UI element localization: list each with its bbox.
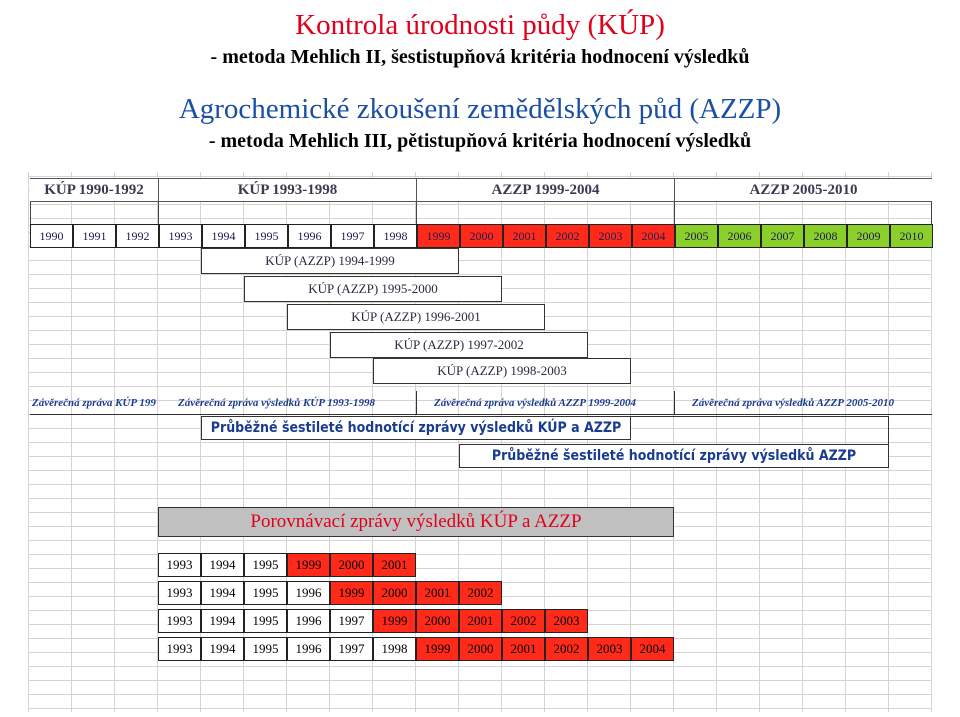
year-cell-2008: 2008 (804, 224, 847, 248)
interim-bracket (631, 416, 889, 444)
period-kup-1990-1992: KÚP 1990-1992 (44, 181, 144, 198)
interim-box-azzp (459, 444, 889, 468)
report-kup-1990-1992: Závěrečná zpráva KÚP 199 (32, 397, 156, 409)
comparison-cell: 1998 (373, 637, 416, 661)
year-cell-1998: 1998 (374, 224, 417, 248)
interim-label-azzp: Průběžné šestileté hodnotící zprávy výsledků AZZP (491, 448, 857, 464)
comparison-cell: 1999 (416, 637, 459, 661)
comparison-cell: 1993 (158, 553, 201, 577)
year-cell-2005: 2005 (675, 224, 718, 248)
comparison-cell: 1994 (201, 553, 244, 577)
comparison-cell: 2004 (631, 637, 674, 661)
year-cell-1991: 1991 (73, 224, 116, 248)
comparison-cell: 1995 (244, 581, 287, 605)
interim-label-kup-azzp: Průběžné šestileté hodnotící zprávy výsledků KÚP a AZZP (210, 420, 622, 436)
report-underline (30, 414, 932, 415)
year-cell-1997: 1997 (331, 224, 374, 248)
period-tick (416, 202, 417, 224)
comparison-cell: 1993 (158, 581, 201, 605)
year-cell-2003: 2003 (589, 224, 632, 248)
year-cell-2000: 2000 (460, 224, 503, 248)
period-tick (674, 202, 675, 224)
comparison-cell: 2000 (416, 609, 459, 633)
period-azzp-1999-2004: AZZP 1999-2004 (416, 178, 674, 202)
comparison-cell: 1999 (287, 553, 330, 577)
year-cell-1993: 1993 (159, 224, 202, 248)
comparison-cell: 2000 (459, 637, 502, 661)
year-cell-2010: 2010 (890, 224, 933, 248)
report-azzp-2005-2010: Závěrečná zpráva výsledků AZZP 2005-2010 (692, 397, 895, 409)
year-cell-2001: 2001 (503, 224, 546, 248)
comparison-cell: 2002 (459, 581, 502, 605)
comparison-cell: 1997 (330, 609, 373, 633)
comparison-cell: 1993 (158, 609, 201, 633)
comparison-cell: 1999 (373, 609, 416, 633)
comparison-cell: 1993 (158, 637, 201, 661)
period-azzp-2005-2010: AZZP 2005-2010 (674, 178, 932, 202)
period-tick (158, 202, 159, 224)
cycle-box-1997-2002: KÚP (AZZP) 1997-2002 (330, 332, 588, 358)
comparison-cell: 2002 (545, 637, 588, 661)
comparison-title: Porovnávací zprávy výsledků KÚP a AZZP (158, 507, 674, 537)
comparison-cell: 1994 (201, 581, 244, 605)
comparison-cell: 1999 (330, 581, 373, 605)
year-cell-1995: 1995 (245, 224, 288, 248)
period-kup-1993-1998: KÚP 1993-1998 (158, 178, 416, 202)
comparison-cell: 1995 (244, 609, 287, 633)
comparison-cell: 2001 (416, 581, 459, 605)
subtitle-kup-method: - metoda Mehlich II, šestistupňová kritéria hodnocení výsledků (210, 46, 750, 68)
comparison-cell: 1996 (287, 637, 330, 661)
interim-box-kup-azzp (201, 416, 631, 440)
comparison-cell: 2001 (459, 609, 502, 633)
comparison-cell: 2003 (545, 609, 588, 633)
report-divider (416, 391, 417, 415)
comparison-cell: 1996 (287, 609, 330, 633)
cycle-box-1998-2003: KÚP (AZZP) 1998-2003 (373, 358, 631, 384)
comparison-cell: 1997 (330, 637, 373, 661)
period-tick (931, 202, 932, 224)
year-cell-2004: 2004 (632, 224, 675, 248)
comparison-cell: 1995 (244, 637, 287, 661)
comparison-cell: 2001 (502, 637, 545, 661)
report-kup-1993-1998: Závěrečná zpráva výsledků KÚP 1993-1998 (178, 397, 375, 409)
year-cell-1996: 1996 (288, 224, 331, 248)
cycle-box-1995-2000: KÚP (AZZP) 1995-2000 (244, 276, 502, 302)
title-kup: Kontrola úrodnosti půdy (KÚP) (295, 9, 665, 41)
year-cell-1990: 1990 (30, 224, 73, 248)
comparison-cell: 1996 (287, 581, 330, 605)
comparison-cell: 2003 (588, 637, 631, 661)
title-azzp: Agrochemické zkoušení zemědělských půd (AZZP) (178, 93, 782, 125)
report-azzp-1999-2004: Závěrečná zpráva výsledků AZZP 1999-2004 (434, 397, 637, 409)
cycle-box-1994-1999: KÚP (AZZP) 1994-1999 (201, 248, 459, 274)
year-cell-2007: 2007 (761, 224, 804, 248)
year-cell-1994: 1994 (202, 224, 245, 248)
subtitle-azzp-method: - metoda Mehlich III, pětistupňová kritéria hodnocení výsledků (208, 130, 752, 152)
year-cell-1992: 1992 (116, 224, 159, 248)
cycle-box-1996-2001: KÚP (AZZP) 1996-2001 (287, 304, 545, 330)
year-cell-1999: 1999 (417, 224, 460, 248)
report-divider (674, 391, 675, 415)
year-cell-2002: 2002 (546, 224, 589, 248)
comparison-cell: 2000 (373, 581, 416, 605)
comparison-cell: 1994 (201, 637, 244, 661)
comparison-cell: 1995 (244, 553, 287, 577)
comparison-cell: 2002 (502, 609, 545, 633)
comparison-cell: 2000 (330, 553, 373, 577)
comparison-cell: 1994 (201, 609, 244, 633)
year-cell-2006: 2006 (718, 224, 761, 248)
comparison-cell: 2001 (373, 553, 416, 577)
period-tick (30, 202, 31, 224)
year-cell-2009: 2009 (847, 224, 890, 248)
